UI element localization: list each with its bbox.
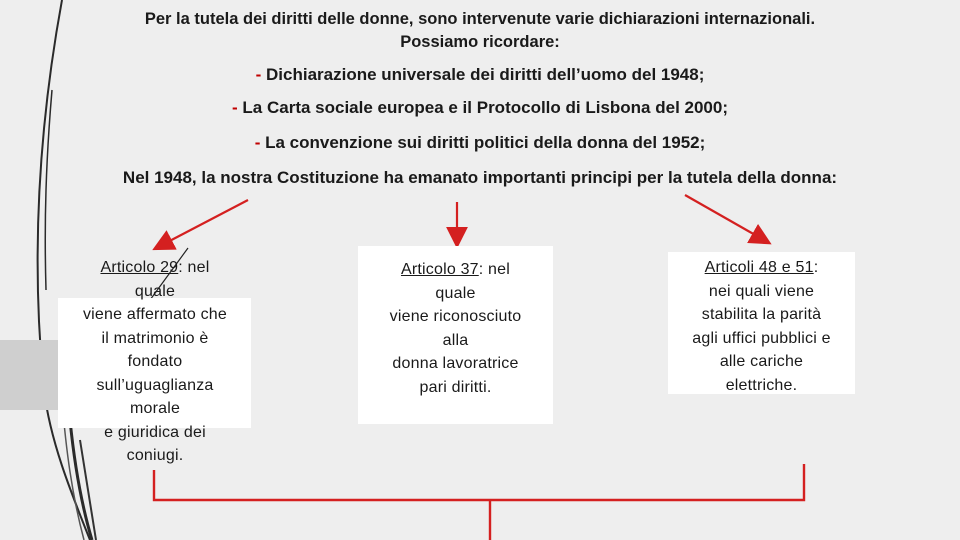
- article-heading: Articolo 37: [400, 261, 479, 278]
- article-suffix: :: [813, 259, 819, 276]
- article-37: [358, 246, 553, 424]
- article-line: stabilita la parità: [701, 306, 822, 323]
- arrow-right: [685, 195, 764, 240]
- declaration-text: La convenzione sui diritti politici della donna del 1952;: [265, 133, 706, 152]
- article-line: morale: [129, 400, 181, 417]
- declaration-text: La Carta sociale europea e il Protocollo di Lisbona del 2000;: [242, 98, 728, 117]
- article-line: sull’uguaglianza: [96, 376, 214, 394]
- intro-line-1: Per la tutela dei diritti delle donne, sono intervenute varie dichiarazioni internazionali.: [144, 10, 816, 28]
- article-48-51: [668, 252, 855, 394]
- article-suffix: : nel: [478, 261, 511, 278]
- article-line: il matrimonio è: [101, 329, 209, 347]
- constitution-text: Nel 1948, la nostra Costituzione ha emanato importanti principi per la tutela della donna:: [122, 168, 838, 187]
- article-line: elettriche.: [725, 376, 798, 394]
- article-line: quale: [134, 282, 176, 300]
- article-suffix: : nel: [178, 259, 210, 276]
- intro-line-2: Possiamo ricordare:: [400, 33, 560, 51]
- dash: -: [255, 65, 262, 84]
- article-heading: Articoli 48 e 51: [704, 259, 814, 276]
- article-line: coniugi.: [126, 447, 184, 464]
- article-line: donna lavoratrice: [392, 355, 519, 372]
- article-line: alle cariche: [719, 353, 804, 370]
- article-line: fondato: [127, 353, 183, 370]
- article-line: pari diritti.: [419, 378, 492, 396]
- article-line: viene affermato che: [82, 306, 228, 323]
- article-line: viene riconosciuto: [389, 308, 522, 325]
- dash: -: [254, 133, 261, 152]
- article-line: quale: [435, 284, 476, 302]
- article-line: e giuridica dei: [104, 423, 206, 441]
- bottom-bracket: [154, 464, 804, 500]
- arrow-left: [160, 200, 248, 246]
- article-line: nei quali viene: [708, 282, 815, 300]
- article-line: alla: [442, 331, 469, 349]
- dash: -: [232, 98, 238, 117]
- article-29: [60, 256, 250, 468]
- article-line: agli uffici pubblici e: [692, 329, 831, 347]
- article-heading: Articolo 29: [100, 259, 179, 276]
- declaration-text: Dichiarazione universale dei diritti dell’uomo del 1948;: [266, 65, 705, 84]
